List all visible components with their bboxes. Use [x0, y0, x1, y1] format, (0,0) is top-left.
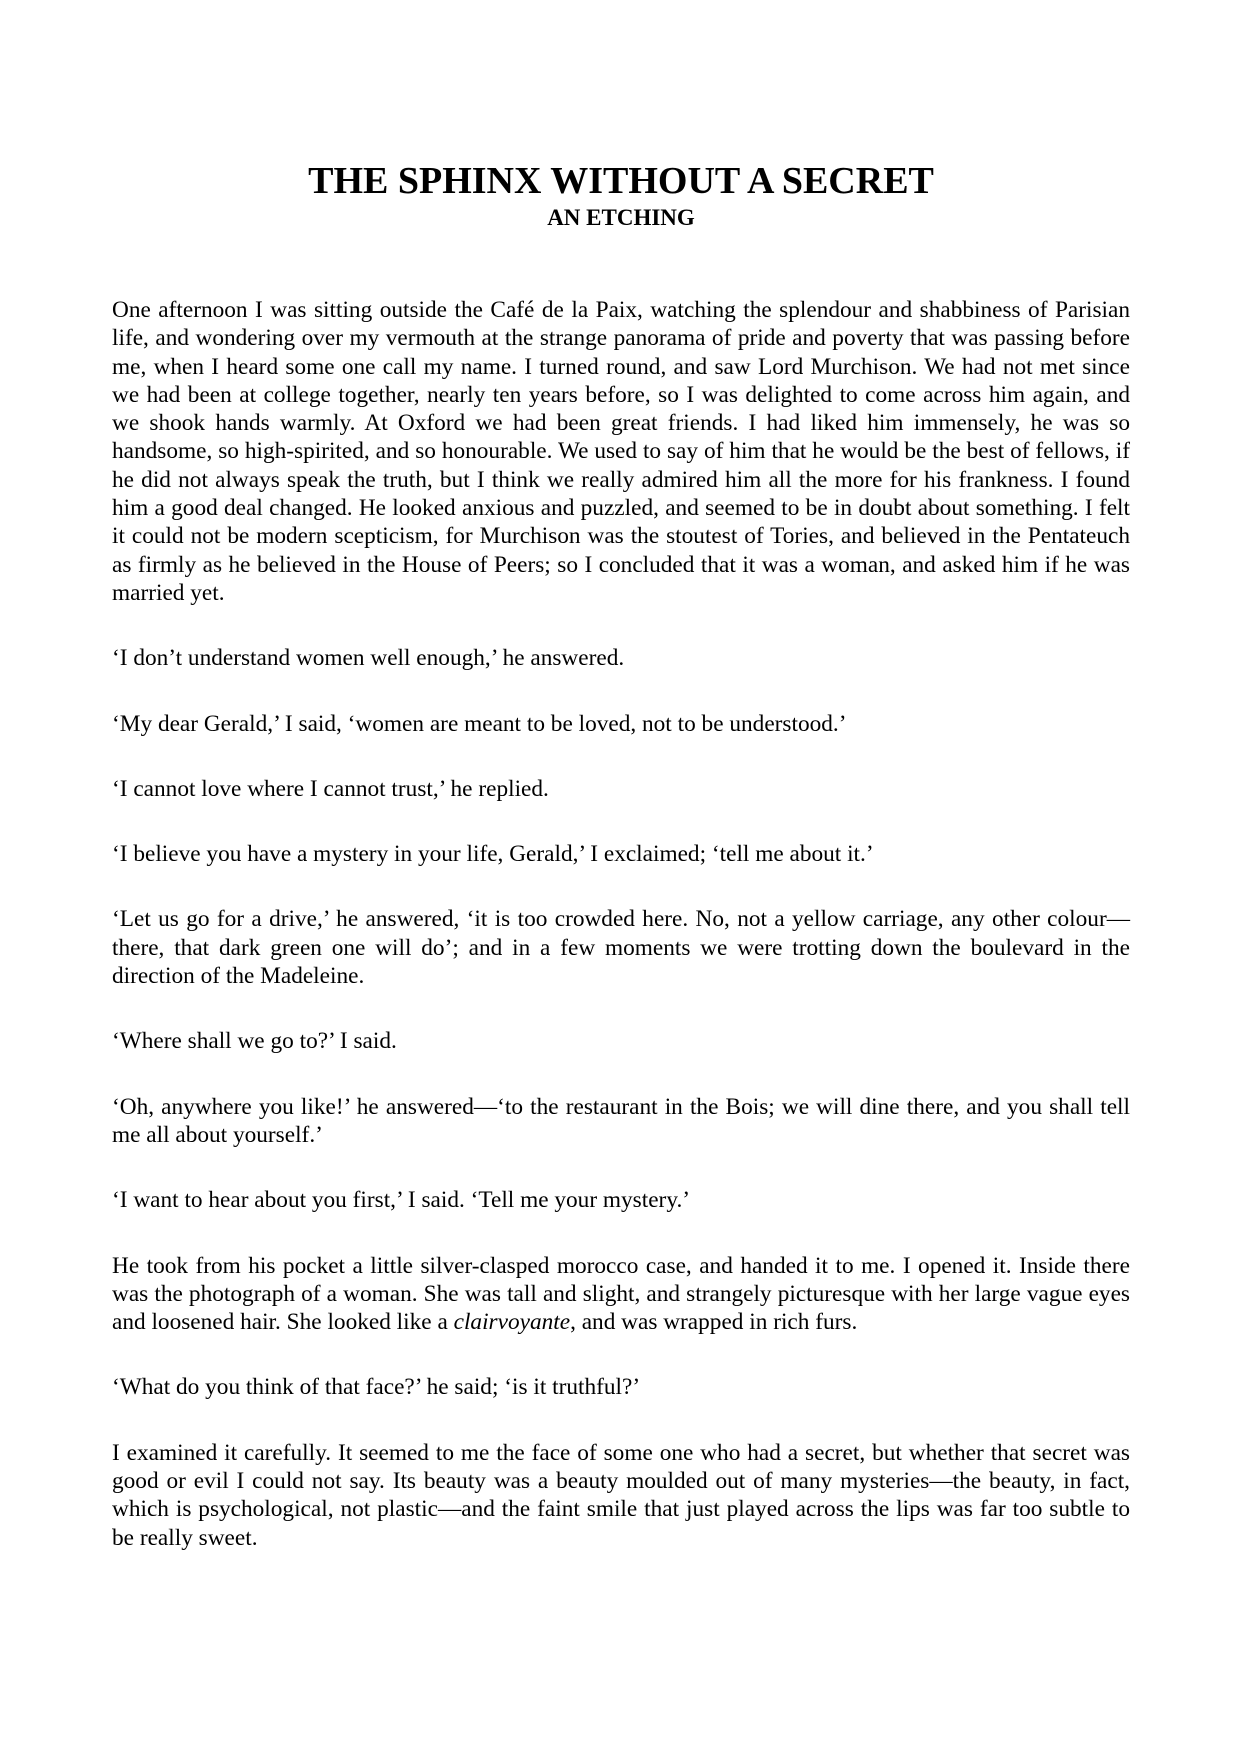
paragraph: ‘I want to hear about you first,’ I said. ‘Tell me your mystery.’	[112, 1187, 691, 1214]
paragraph: I examined it carefully. It seemed to me the face of some one who had a secret, but whether that secret was good or evil I could not say. Its beauty was a beauty moulded out of many mysteries—the beauty, in fact, which is psychological, not plastic—and the faint smile that just played across the lips was far too subtle to be really sweet.	[112, 1439, 1130, 1551]
paragraph: ‘I don’t understand women well enough,’ he answered.	[112, 645, 625, 672]
paragraph: One afternoon I was sitting outside the Café de la Paix, watching the splendour and shabbiness of Parisian life, and wondering over my vermouth at the strange panorama of pride and poverty that was passing before me, when I heard some one call my name. I turned round, and saw Lord Murchison. We had not met since we had been at college together, nearly ten years before, so I was delighted to come across him again, and we shook hands warmly. At Oxford we had been great friends. I had liked him immensely, he was so handsome, so high-spirited, and so honourable. We used to say of him that he would be the best of fellows, if he did not always speak the truth, but I think we really admired him all the more for his frankness. I found him a good deal changed. He looked anxious and puzzled, and seemed to be in doubt about something. I felt it could not be modern scepticism, for Murchison was the stoutest of Tories, and believed in the Pentateuch as firmly as he believed in the House of Peers; so I concluded that it was a woman, and asked him if he was married yet.	[112, 297, 1130, 606]
paragraph: ‘Let us go for a drive,’ he answered, ‘it is too crowded here. No, not a yellow carriage, any other colour—there, that dark green one will do’; and in a few moments we were trotting down the boulevard in the direction of the Madeleine.	[112, 906, 1130, 990]
paragraph-text: He took from his pocket a little silver-clasped morocco case, and handed it to me. I opened it. Inside there was the photograph of a woman. She was tall and slight, and strangely picturesque with her large vague eyes and loosened hair. She looked like a	[112, 1252, 1130, 1336]
paragraph: ‘Oh, anywhere you like!’ he answered—‘to the restaurant in the Bois; we will dine there, and you shall tell me all about yourself.’	[112, 1093, 1130, 1148]
paragraph: ‘Where shall we go to?’ I said.	[112, 1028, 397, 1055]
story-title: THE SPHINX WITHOUT A SECRET	[308, 160, 934, 202]
paragraph: ‘I believe you have a mystery in your life, Gerald,’ I exclaimed; ‘tell me about it.’	[112, 841, 874, 868]
paragraph: ‘I cannot love where I cannot trust,’ he replied.	[112, 775, 549, 802]
paragraph-text: , and was wrapped in rich furs.	[570, 1309, 858, 1336]
story-body	[112, 296, 1130, 1552]
story-subtitle: AN ETCHING	[547, 205, 695, 230]
paragraph: ‘What do you think of that face?’ he said; ‘is it truthful?’	[112, 1374, 641, 1401]
paragraph: ‘My dear Gerald,’ I said, ‘women are meant to be loved, not to be understood.’	[112, 710, 847, 737]
paragraph	[112, 1252, 1130, 1337]
italic-word: clairvoyante	[453, 1309, 571, 1336]
